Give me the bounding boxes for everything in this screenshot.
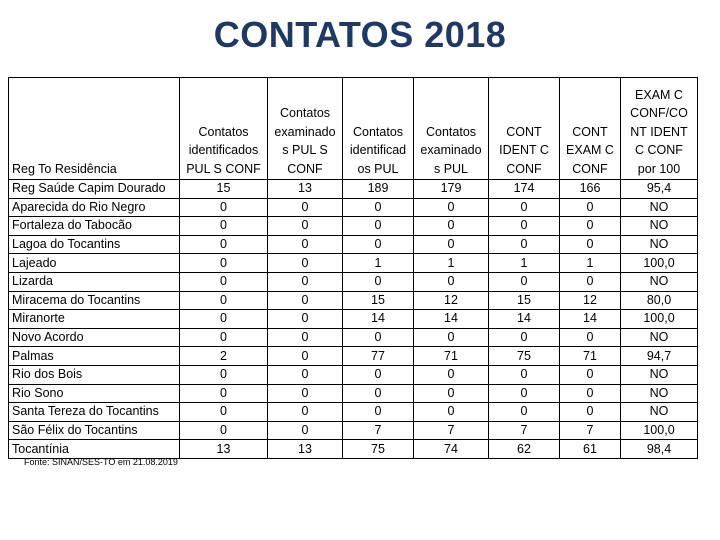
column-header-line: C CONF [635,143,683,157]
value-cell: 7 [489,421,560,440]
value-cell: 0 [180,217,268,236]
value-cell: 0 [180,291,268,310]
value-cell: NO [621,217,698,236]
value-cell: 0 [268,217,343,236]
value-cell: NO [621,235,698,254]
table-row [9,198,698,217]
region-name-cell: São Félix do Tocantins [9,421,180,440]
column-header [9,78,180,180]
region-name-cell: Lizarda [9,272,180,291]
column-header-line: Reg To Residência [12,161,117,176]
value-cell: 13 [268,440,343,459]
value-cell: 0 [489,384,560,403]
column-header-line: s PUL S [282,143,328,157]
table-row [9,291,698,310]
value-cell: 71 [560,347,621,366]
value-cell: 14 [489,310,560,329]
column-header-line: CONF [287,161,323,176]
value-cell: 0 [180,235,268,254]
region-name-cell: Reg Saúde Capim Dourado [9,180,180,199]
value-cell: 75 [343,440,414,459]
value-cell: 0 [343,403,414,422]
value-cell: 0 [268,235,343,254]
table-row [9,310,698,329]
value-cell: 0 [180,328,268,347]
value-cell: 0 [268,365,343,384]
value-cell: 62 [489,440,560,459]
value-cell: 179 [414,180,489,199]
region-name-cell: Miracema do Tocantins [9,291,180,310]
value-cell: 0 [343,384,414,403]
value-cell: 12 [560,291,621,310]
value-cell: NO [621,198,698,217]
value-cell: 0 [560,328,621,347]
value-cell: 0 [489,328,560,347]
value-cell: 15 [180,180,268,199]
value-cell: 0 [414,328,489,347]
value-cell: 0 [489,403,560,422]
value-cell: 166 [560,180,621,199]
table-row [9,440,698,459]
value-cell: 74 [414,440,489,459]
table-row [9,254,698,273]
column-header-line: examinado [274,124,336,139]
value-cell: 14 [343,310,414,329]
column-header-line: Contatos [279,106,331,120]
column-header [268,78,343,180]
value-cell: 0 [489,217,560,236]
value-cell: 0 [343,235,414,254]
value-cell: 1 [343,254,414,273]
value-cell: 13 [268,180,343,199]
column-header [489,78,560,180]
table-row [9,421,698,440]
column-header-line: Contatos [198,124,249,139]
column-header [621,78,698,180]
value-cell: 0 [180,384,268,403]
value-cell: 15 [343,291,414,310]
column-header-line: EXAM C [635,87,683,102]
region-name-cell: Tocantínia [9,440,180,459]
column-header [560,78,621,180]
value-cell: 0 [414,198,489,217]
value-cell: 0 [343,365,414,384]
region-name-cell: Santa Tereza do Tocantins [9,403,180,422]
value-cell: 0 [268,328,343,347]
value-cell: 77 [343,347,414,366]
column-header [343,78,414,180]
table-row [9,403,698,422]
column-header-line: CONF [506,161,542,176]
value-cell: 94,7 [621,347,698,366]
value-cell: 0 [268,403,343,422]
region-name-cell: Rio dos Bois [9,365,180,384]
value-cell: 0 [560,235,621,254]
column-header-line: identificados [188,143,259,157]
value-cell: NO [621,272,698,291]
value-cell: 0 [180,198,268,217]
source-note: Fonte: SINAN/SES-TO em 21.08.2019 [24,457,178,467]
column-header-line: CONF/CO [630,106,688,120]
value-cell: 0 [343,217,414,236]
value-cell: 0 [180,421,268,440]
value-cell: 0 [268,254,343,273]
table-row [9,272,698,291]
column-header-line: os PUL [357,161,399,176]
value-cell: 174 [489,180,560,199]
value-cell: 95,4 [621,180,698,199]
value-cell: 0 [268,310,343,329]
column-header-line: examinado [420,143,482,157]
value-cell: 12 [414,291,489,310]
table-row [9,217,698,236]
value-cell: 0 [414,235,489,254]
value-cell: 0 [414,272,489,291]
value-cell: 0 [560,198,621,217]
column-header-line: CONT [506,124,542,139]
region-name-cell: Lagoa do Tocantins [9,235,180,254]
region-name-cell: Fortaleza do Tabocão [9,217,180,236]
region-name-cell: Palmas [9,347,180,366]
value-cell: 0 [180,365,268,384]
value-cell: 14 [560,310,621,329]
column-header-line: CONT [572,124,608,139]
value-cell: 0 [268,347,343,366]
value-cell: 0 [343,198,414,217]
table-header-row [9,78,698,180]
value-cell: 7 [414,421,489,440]
value-cell: 0 [560,365,621,384]
region-name-cell: Miranorte [9,310,180,329]
value-cell: 1 [560,254,621,273]
value-cell: 1 [414,254,489,273]
column-header-line: IDENT C [499,143,549,157]
value-cell: 0 [489,198,560,217]
column-header-line: CONF [572,161,608,176]
value-cell: 7 [343,421,414,440]
value-cell: 189 [343,180,414,199]
column-header-line: PUL S CONF [186,161,261,176]
value-cell: 1 [489,254,560,273]
value-cell: 0 [180,403,268,422]
column-header-line: identificad [349,143,407,157]
value-cell: NO [621,384,698,403]
value-cell: 0 [414,217,489,236]
value-cell: 7 [560,421,621,440]
region-name-cell: Lajeado [9,254,180,273]
value-cell: 75 [489,347,560,366]
region-name-cell: Rio Sono [9,384,180,403]
column-header-line: Contatos [352,124,404,139]
value-cell: 0 [180,254,268,273]
value-cell: 98,4 [621,440,698,459]
table-body [9,180,698,459]
value-cell: 15 [489,291,560,310]
value-cell: 0 [268,384,343,403]
value-cell: 0 [414,365,489,384]
value-cell: 0 [268,272,343,291]
value-cell: NO [621,365,698,384]
region-name-cell: Aparecida do Rio Negro [9,198,180,217]
value-cell: 0 [268,198,343,217]
column-header-line: Contatos [425,124,477,139]
value-cell: 14 [414,310,489,329]
value-cell: 0 [343,272,414,291]
value-cell: 0 [489,235,560,254]
table-row [9,235,698,254]
column-header-line: por 100 [637,161,681,176]
region-name-cell: Novo Acordo [9,328,180,347]
value-cell: NO [621,328,698,347]
value-cell: 61 [560,440,621,459]
value-cell: 0 [560,384,621,403]
value-cell: 80,0 [621,291,698,310]
value-cell: 0 [343,328,414,347]
table-row [9,365,698,384]
column-header [414,78,489,180]
value-cell: 2 [180,347,268,366]
table-row [9,180,698,199]
data-table-container [8,77,697,459]
value-cell: 13 [180,440,268,459]
value-cell: 0 [560,217,621,236]
value-cell: 0 [414,384,489,403]
value-cell: 0 [489,365,560,384]
table-row [9,347,698,366]
contacts-table [8,77,698,459]
value-cell: 0 [489,272,560,291]
value-cell: 0 [560,403,621,422]
column-header [180,78,268,180]
value-cell: 100,0 [621,254,698,273]
table-row [9,384,698,403]
value-cell: 0 [414,403,489,422]
value-cell: 71 [414,347,489,366]
value-cell: NO [621,403,698,422]
value-cell: 0 [180,272,268,291]
value-cell: 100,0 [621,310,698,329]
table-row [9,328,698,347]
value-cell: 0 [180,310,268,329]
column-header-line: EXAM C [566,143,614,157]
column-header-line: NT IDENT [630,124,688,139]
value-cell: 0 [560,272,621,291]
value-cell: 0 [268,421,343,440]
value-cell: 100,0 [621,421,698,440]
column-header-line: s PUL [433,161,469,176]
page-title: CONTATOS 2018 [213,14,507,55]
value-cell: 0 [268,291,343,310]
